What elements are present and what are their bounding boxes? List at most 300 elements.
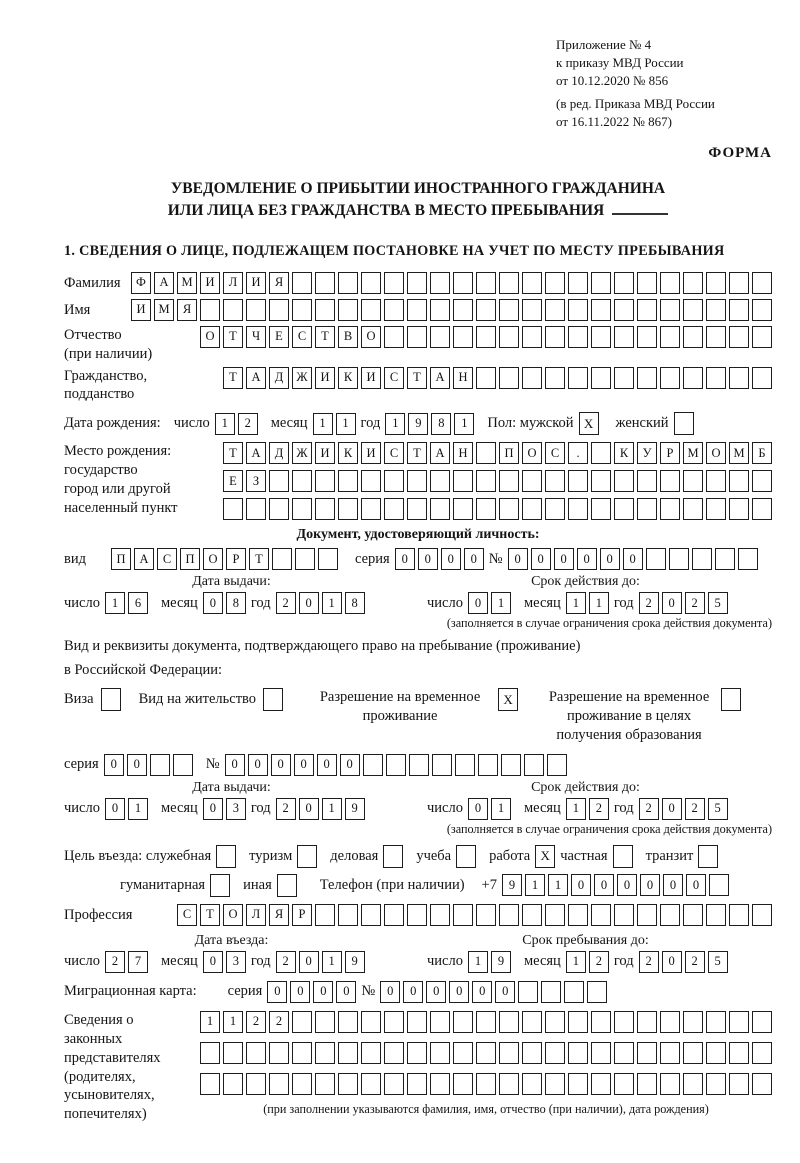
char-cell[interactable]: 0 — [617, 874, 637, 896]
char-cell[interactable]: П — [180, 548, 200, 570]
char-cell[interactable] — [338, 904, 358, 926]
char-cell[interactable] — [476, 1042, 496, 1064]
char-cell[interactable] — [706, 326, 726, 348]
char-cell[interactable] — [637, 367, 657, 389]
char-cell[interactable]: 1 — [548, 874, 568, 896]
char-cell[interactable] — [591, 367, 611, 389]
char-cell[interactable] — [384, 272, 404, 294]
char-cell[interactable]: И — [315, 367, 335, 389]
char-cell[interactable]: И — [200, 272, 220, 294]
char-cell[interactable]: Н — [453, 367, 473, 389]
char-cell[interactable] — [200, 1073, 220, 1095]
char-cell[interactable] — [614, 1042, 634, 1064]
char-cell[interactable]: 0 — [449, 981, 469, 1003]
char-cell[interactable] — [709, 874, 729, 896]
char-cell[interactable] — [729, 1073, 749, 1095]
char-cell[interactable] — [522, 272, 542, 294]
char-cell[interactable]: 1 — [566, 798, 586, 820]
char-cell[interactable]: 2 — [276, 951, 296, 973]
char-cell[interactable]: 2 — [685, 951, 705, 973]
char-cell[interactable] — [545, 326, 565, 348]
char-cell[interactable]: К — [338, 367, 358, 389]
char-cell[interactable]: Л — [246, 904, 266, 926]
char-cell[interactable] — [545, 470, 565, 492]
char-cell[interactable]: 0 — [299, 592, 319, 614]
char-cell[interactable]: 0 — [105, 798, 125, 820]
char-cell[interactable] — [591, 498, 611, 520]
char-cell[interactable] — [430, 904, 450, 926]
char-cell[interactable]: 1 — [525, 874, 545, 896]
char-cell[interactable]: П — [499, 442, 519, 464]
char-cell[interactable] — [729, 272, 749, 294]
char-cell[interactable]: 0 — [336, 981, 356, 1003]
char-cell[interactable] — [587, 981, 607, 1003]
char-cell[interactable]: П — [111, 548, 131, 570]
char-cell[interactable] — [522, 299, 542, 321]
char-cell[interactable]: 2 — [589, 951, 609, 973]
char-cell[interactable]: 0 — [662, 951, 682, 973]
char-cell[interactable]: 3 — [226, 798, 246, 820]
char-cell[interactable] — [522, 1042, 542, 1064]
char-cell[interactable]: 0 — [418, 548, 438, 570]
char-cell[interactable] — [524, 754, 544, 776]
char-cell[interactable] — [338, 1073, 358, 1095]
char-cell[interactable]: С — [384, 442, 404, 464]
char-cell[interactable]: Ж — [292, 367, 312, 389]
char-cell[interactable] — [683, 1011, 703, 1033]
char-cell[interactable]: Т — [407, 367, 427, 389]
char-cell[interactable] — [407, 299, 427, 321]
char-cell[interactable]: 0 — [662, 798, 682, 820]
char-cell[interactable]: 1 — [322, 798, 342, 820]
char-cell[interactable] — [499, 498, 519, 520]
purpose-business-checkbox[interactable] — [383, 845, 403, 868]
char-cell[interactable]: 0 — [623, 548, 643, 570]
char-cell[interactable] — [660, 1073, 680, 1095]
char-cell[interactable] — [173, 754, 193, 776]
char-cell[interactable]: М — [729, 442, 749, 464]
char-cell[interactable] — [315, 1073, 335, 1095]
char-cell[interactable]: 2 — [685, 592, 705, 614]
char-cell[interactable] — [752, 367, 772, 389]
char-cell[interactable] — [269, 1073, 289, 1095]
char-cell[interactable] — [568, 326, 588, 348]
char-cell[interactable]: С — [157, 548, 177, 570]
char-cell[interactable] — [522, 1011, 542, 1033]
char-cell[interactable]: 0 — [271, 754, 291, 776]
char-cell[interactable]: И — [315, 442, 335, 464]
char-cell[interactable] — [246, 299, 266, 321]
char-cell[interactable] — [361, 1042, 381, 1064]
char-cell[interactable]: 1 — [128, 798, 148, 820]
char-cell[interactable] — [292, 498, 312, 520]
char-cell[interactable] — [591, 1042, 611, 1064]
char-cell[interactable] — [545, 904, 565, 926]
char-cell[interactable]: 1 — [313, 413, 333, 435]
char-cell[interactable] — [660, 1042, 680, 1064]
char-cell[interactable] — [430, 272, 450, 294]
char-cell[interactable]: 2 — [639, 592, 659, 614]
char-cell[interactable] — [545, 272, 565, 294]
char-cell[interactable] — [501, 754, 521, 776]
char-cell[interactable] — [568, 272, 588, 294]
char-cell[interactable] — [223, 1042, 243, 1064]
char-cell[interactable] — [338, 1011, 358, 1033]
char-cell[interactable]: 0 — [127, 754, 147, 776]
char-cell[interactable] — [522, 904, 542, 926]
char-cell[interactable] — [338, 299, 358, 321]
char-cell[interactable]: 1 — [215, 413, 235, 435]
char-cell[interactable]: Ж — [292, 442, 312, 464]
char-cell[interactable]: 0 — [600, 548, 620, 570]
char-cell[interactable] — [752, 299, 772, 321]
char-cell[interactable]: 3 — [226, 951, 246, 973]
char-cell[interactable]: 0 — [403, 981, 423, 1003]
char-cell[interactable]: 1 — [322, 951, 342, 973]
char-cell[interactable] — [683, 904, 703, 926]
char-cell[interactable] — [692, 548, 712, 570]
char-cell[interactable] — [453, 272, 473, 294]
char-cell[interactable]: 9 — [502, 874, 522, 896]
char-cell[interactable] — [637, 1073, 657, 1095]
char-cell[interactable]: 2 — [238, 413, 258, 435]
char-cell[interactable] — [361, 299, 381, 321]
char-cell[interactable] — [200, 299, 220, 321]
char-cell[interactable]: 0 — [104, 754, 124, 776]
char-cell[interactable]: 9 — [345, 798, 365, 820]
char-cell[interactable] — [660, 326, 680, 348]
char-cell[interactable] — [518, 981, 538, 1003]
char-cell[interactable] — [568, 470, 588, 492]
char-cell[interactable] — [384, 470, 404, 492]
char-cell[interactable] — [150, 754, 170, 776]
char-cell[interactable]: 1 — [385, 413, 405, 435]
char-cell[interactable] — [292, 1011, 312, 1033]
char-cell[interactable] — [476, 498, 496, 520]
char-cell[interactable] — [361, 272, 381, 294]
visa-checkbox[interactable] — [101, 688, 121, 711]
char-cell[interactable]: З — [246, 470, 266, 492]
char-cell[interactable] — [430, 470, 450, 492]
char-cell[interactable]: 0 — [663, 874, 683, 896]
char-cell[interactable] — [315, 1011, 335, 1033]
char-cell[interactable]: 0 — [554, 548, 574, 570]
char-cell[interactable] — [292, 272, 312, 294]
char-cell[interactable] — [453, 299, 473, 321]
char-cell[interactable] — [646, 548, 666, 570]
char-cell[interactable] — [453, 498, 473, 520]
char-cell[interactable] — [547, 754, 567, 776]
char-cell[interactable] — [522, 470, 542, 492]
char-cell[interactable]: 1 — [322, 592, 342, 614]
char-cell[interactable] — [729, 1042, 749, 1064]
char-cell[interactable]: 0 — [317, 754, 337, 776]
char-cell[interactable] — [338, 272, 358, 294]
char-cell[interactable]: К — [338, 442, 358, 464]
char-cell[interactable] — [706, 904, 726, 926]
char-cell[interactable] — [315, 299, 335, 321]
char-cell[interactable]: 9 — [345, 951, 365, 973]
char-cell[interactable] — [614, 1073, 634, 1095]
char-cell[interactable] — [683, 299, 703, 321]
char-cell[interactable] — [614, 272, 634, 294]
char-cell[interactable]: А — [246, 442, 266, 464]
sex-female-checkbox[interactable] — [674, 412, 694, 435]
char-cell[interactable]: А — [430, 367, 450, 389]
char-cell[interactable] — [637, 1042, 657, 1064]
char-cell[interactable] — [660, 367, 680, 389]
char-cell[interactable]: 1 — [454, 413, 474, 435]
char-cell[interactable] — [568, 498, 588, 520]
char-cell[interactable]: Т — [223, 326, 243, 348]
char-cell[interactable] — [706, 272, 726, 294]
char-cell[interactable]: А — [246, 367, 266, 389]
char-cell[interactable]: 0 — [203, 951, 223, 973]
char-cell[interactable]: 0 — [577, 548, 597, 570]
char-cell[interactable] — [269, 299, 289, 321]
char-cell[interactable] — [476, 299, 496, 321]
char-cell[interactable]: И — [361, 442, 381, 464]
char-cell[interactable] — [660, 498, 680, 520]
purpose-tourism-checkbox[interactable] — [297, 845, 317, 868]
char-cell[interactable] — [614, 904, 634, 926]
char-cell[interactable] — [453, 904, 473, 926]
char-cell[interactable] — [591, 299, 611, 321]
char-cell[interactable] — [476, 1073, 496, 1095]
char-cell[interactable]: 1 — [566, 592, 586, 614]
char-cell[interactable] — [706, 470, 726, 492]
char-cell[interactable]: 0 — [495, 981, 515, 1003]
char-cell[interactable] — [752, 470, 772, 492]
char-cell[interactable] — [568, 1073, 588, 1095]
char-cell[interactable]: 1 — [223, 1011, 243, 1033]
char-cell[interactable] — [361, 1011, 381, 1033]
char-cell[interactable] — [246, 498, 266, 520]
char-cell[interactable] — [591, 442, 611, 464]
char-cell[interactable]: 5 — [708, 798, 728, 820]
char-cell[interactable] — [637, 272, 657, 294]
char-cell[interactable]: 1 — [336, 413, 356, 435]
char-cell[interactable] — [752, 498, 772, 520]
char-cell[interactable]: 2 — [276, 592, 296, 614]
char-cell[interactable] — [246, 1073, 266, 1095]
char-cell[interactable] — [752, 1073, 772, 1095]
char-cell[interactable] — [292, 470, 312, 492]
char-cell[interactable] — [338, 470, 358, 492]
char-cell[interactable]: 0 — [531, 548, 551, 570]
char-cell[interactable]: 0 — [203, 798, 223, 820]
char-cell[interactable] — [706, 1042, 726, 1064]
char-cell[interactable]: 2 — [589, 798, 609, 820]
char-cell[interactable]: 0 — [299, 951, 319, 973]
char-cell[interactable]: Л — [223, 272, 243, 294]
purpose-transit-checkbox[interactable] — [698, 845, 718, 868]
char-cell[interactable] — [568, 1011, 588, 1033]
char-cell[interactable]: О — [361, 326, 381, 348]
char-cell[interactable] — [683, 470, 703, 492]
char-cell[interactable] — [269, 498, 289, 520]
char-cell[interactable]: 2 — [105, 951, 125, 973]
char-cell[interactable] — [407, 470, 427, 492]
char-cell[interactable]: Р — [226, 548, 246, 570]
char-cell[interactable] — [384, 299, 404, 321]
char-cell[interactable]: 6 — [128, 592, 148, 614]
char-cell[interactable] — [407, 904, 427, 926]
char-cell[interactable]: 1 — [468, 951, 488, 973]
char-cell[interactable]: И — [131, 299, 151, 321]
char-cell[interactable] — [430, 1011, 450, 1033]
char-cell[interactable] — [407, 272, 427, 294]
char-cell[interactable] — [476, 470, 496, 492]
char-cell[interactable] — [384, 1042, 404, 1064]
char-cell[interactable] — [637, 299, 657, 321]
char-cell[interactable]: С — [177, 904, 197, 926]
char-cell[interactable] — [430, 1042, 450, 1064]
char-cell[interactable] — [453, 1073, 473, 1095]
char-cell[interactable] — [522, 367, 542, 389]
char-cell[interactable] — [522, 1073, 542, 1095]
char-cell[interactable] — [660, 272, 680, 294]
char-cell[interactable]: С — [545, 442, 565, 464]
char-cell[interactable] — [614, 1011, 634, 1033]
char-cell[interactable] — [568, 367, 588, 389]
char-cell[interactable]: В — [338, 326, 358, 348]
temp-residence-education-checkbox[interactable] — [721, 688, 741, 711]
char-cell[interactable] — [545, 498, 565, 520]
char-cell[interactable]: 0 — [686, 874, 706, 896]
char-cell[interactable] — [200, 1042, 220, 1064]
char-cell[interactable]: О — [706, 442, 726, 464]
char-cell[interactable]: 0 — [441, 548, 461, 570]
char-cell[interactable]: 0 — [395, 548, 415, 570]
char-cell[interactable] — [683, 326, 703, 348]
char-cell[interactable] — [591, 272, 611, 294]
char-cell[interactable] — [315, 470, 335, 492]
char-cell[interactable]: 0 — [571, 874, 591, 896]
char-cell[interactable] — [430, 299, 450, 321]
char-cell[interactable] — [499, 299, 519, 321]
char-cell[interactable] — [683, 1073, 703, 1095]
char-cell[interactable] — [683, 367, 703, 389]
char-cell[interactable] — [455, 754, 475, 776]
char-cell[interactable] — [499, 470, 519, 492]
char-cell[interactable] — [430, 1073, 450, 1095]
char-cell[interactable] — [752, 1042, 772, 1064]
char-cell[interactable] — [384, 904, 404, 926]
char-cell[interactable]: 1 — [200, 1011, 220, 1033]
char-cell[interactable]: Б — [752, 442, 772, 464]
char-cell[interactable] — [591, 904, 611, 926]
char-cell[interactable] — [683, 498, 703, 520]
char-cell[interactable] — [476, 367, 496, 389]
char-cell[interactable] — [522, 498, 542, 520]
char-cell[interactable] — [246, 1042, 266, 1064]
char-cell[interactable]: 5 — [708, 592, 728, 614]
char-cell[interactable] — [295, 548, 315, 570]
char-cell[interactable] — [660, 904, 680, 926]
char-cell[interactable] — [318, 548, 338, 570]
char-cell[interactable]: 9 — [408, 413, 428, 435]
char-cell[interactable] — [729, 498, 749, 520]
char-cell[interactable] — [223, 299, 243, 321]
char-cell[interactable]: 1 — [491, 798, 511, 820]
char-cell[interactable]: С — [292, 326, 312, 348]
char-cell[interactable] — [292, 1073, 312, 1095]
char-cell[interactable] — [499, 1042, 519, 1064]
char-cell[interactable]: О — [203, 548, 223, 570]
char-cell[interactable] — [432, 754, 452, 776]
char-cell[interactable]: 0 — [468, 798, 488, 820]
char-cell[interactable] — [499, 326, 519, 348]
char-cell[interactable]: Е — [269, 326, 289, 348]
char-cell[interactable] — [453, 1042, 473, 1064]
char-cell[interactable] — [637, 326, 657, 348]
char-cell[interactable] — [269, 1042, 289, 1064]
char-cell[interactable]: М — [177, 272, 197, 294]
char-cell[interactable]: М — [683, 442, 703, 464]
char-cell[interactable] — [706, 1011, 726, 1033]
char-cell[interactable] — [363, 754, 383, 776]
char-cell[interactable] — [660, 1011, 680, 1033]
char-cell[interactable]: 1 — [566, 951, 586, 973]
char-cell[interactable]: Е — [223, 470, 243, 492]
char-cell[interactable] — [361, 470, 381, 492]
char-cell[interactable] — [384, 498, 404, 520]
char-cell[interactable] — [637, 904, 657, 926]
char-cell[interactable]: Я — [269, 904, 289, 926]
char-cell[interactable]: Н — [453, 442, 473, 464]
char-cell[interactable]: 0 — [299, 798, 319, 820]
char-cell[interactable]: 0 — [340, 754, 360, 776]
char-cell[interactable] — [407, 1042, 427, 1064]
char-cell[interactable] — [637, 1011, 657, 1033]
char-cell[interactable] — [409, 754, 429, 776]
char-cell[interactable] — [706, 367, 726, 389]
char-cell[interactable] — [564, 981, 584, 1003]
char-cell[interactable] — [430, 326, 450, 348]
char-cell[interactable] — [591, 470, 611, 492]
char-cell[interactable]: 0 — [640, 874, 660, 896]
char-cell[interactable]: Т — [200, 904, 220, 926]
char-cell[interactable]: 0 — [294, 754, 314, 776]
char-cell[interactable] — [476, 1011, 496, 1033]
char-cell[interactable] — [545, 299, 565, 321]
char-cell[interactable] — [499, 272, 519, 294]
char-cell[interactable]: 7 — [128, 951, 148, 973]
char-cell[interactable] — [269, 470, 289, 492]
purpose-study-checkbox[interactable] — [456, 845, 476, 868]
char-cell[interactable]: О — [522, 442, 542, 464]
char-cell[interactable]: Т — [223, 367, 243, 389]
char-cell[interactable]: У — [637, 442, 657, 464]
char-cell[interactable]: М — [154, 299, 174, 321]
char-cell[interactable] — [476, 272, 496, 294]
char-cell[interactable]: А — [430, 442, 450, 464]
char-cell[interactable]: 1 — [491, 592, 511, 614]
char-cell[interactable]: 0 — [594, 874, 614, 896]
char-cell[interactable]: 0 — [225, 754, 245, 776]
char-cell[interactable] — [430, 498, 450, 520]
char-cell[interactable] — [478, 754, 498, 776]
char-cell[interactable] — [453, 326, 473, 348]
char-cell[interactable] — [729, 904, 749, 926]
purpose-other-checkbox[interactable] — [277, 874, 297, 897]
char-cell[interactable] — [614, 367, 634, 389]
char-cell[interactable]: Ч — [246, 326, 266, 348]
char-cell[interactable] — [545, 367, 565, 389]
char-cell[interactable] — [499, 1011, 519, 1033]
char-cell[interactable] — [476, 442, 496, 464]
